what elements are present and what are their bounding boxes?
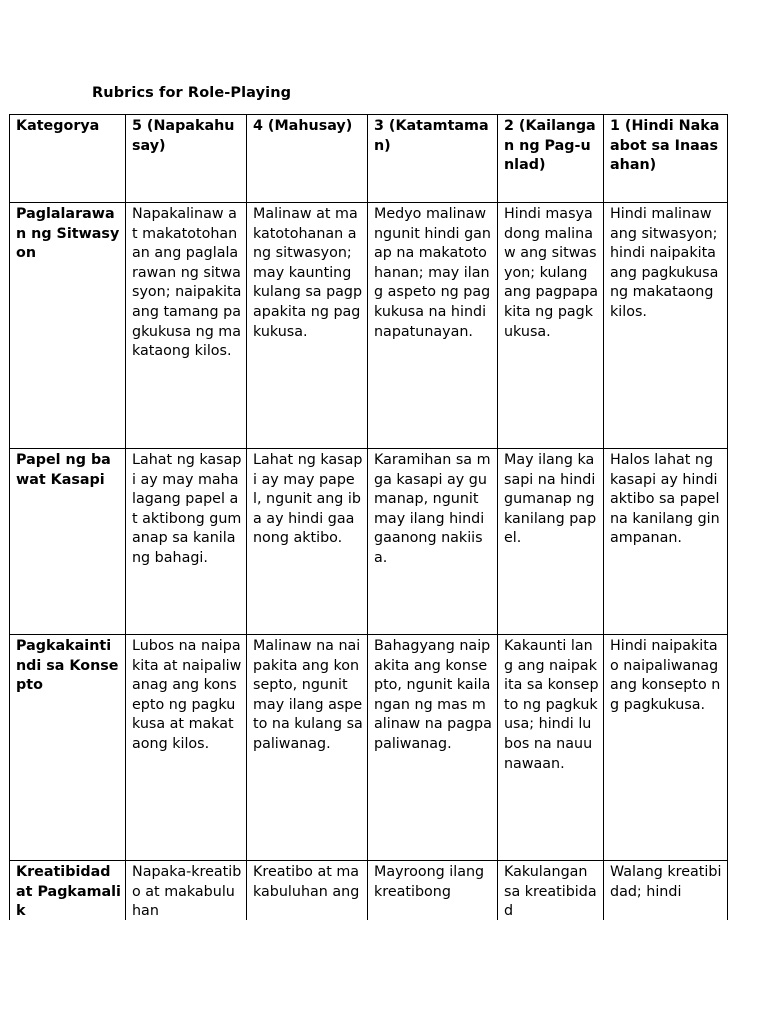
table-row bbox=[10, 203, 728, 449]
rubric-cell: Walang kreatibidad; hindi bbox=[604, 861, 728, 921]
rubric-cell: Hindi malinaw ang sitwasyon; hindi naipakita ang pagkukusa ng makataong kilos. bbox=[604, 203, 728, 449]
rubric-cell: Lahat ng kasapi ay may mahalagang papel at aktibong gumanap sa kanilang bahagi. bbox=[126, 449, 247, 635]
rubric-cell: Medyo malinaw ngunit hindi ganap na makatotohanan; may ilang aspeto ng pagkukusa na hindi napatunayan. bbox=[368, 203, 498, 449]
category-cell: Kreatibidad at Pagkamalik bbox=[10, 861, 126, 921]
header-score-1: 1 (Hindi Nakaabot sa Inaasahan) bbox=[604, 115, 728, 203]
table-row bbox=[10, 449, 728, 635]
rubric-table bbox=[9, 114, 728, 920]
rubric-cell: Napaka-kreatibo at makabuluhan bbox=[126, 861, 247, 921]
document-title: Rubrics for Role-Playing bbox=[92, 85, 292, 101]
header-row bbox=[10, 115, 728, 203]
rubric-cell: Mayroong ilang kreatibong bbox=[368, 861, 498, 921]
table-row bbox=[10, 635, 728, 861]
rubric-cell: Bahagyang naipakita ang konsepto, ngunit kailangan ng mas malinaw na pagpapaliwanag. bbox=[368, 635, 498, 861]
rubric-cell: Hindi naipakita o naipaliwanag ang konsepto ng pagkukusa. bbox=[604, 635, 728, 861]
rubric-cell: Halos lahat ng kasapi ay hindi aktibo sa papel na kanilang ginampanan. bbox=[604, 449, 728, 635]
category-cell: Paglalarawan ng Sitwasyon bbox=[10, 203, 126, 449]
header-score-3: 3 (Katamtaman) bbox=[368, 115, 498, 203]
table-row bbox=[10, 861, 728, 921]
category-cell: Papel ng bawat Kasapi bbox=[10, 449, 126, 635]
category-cell: Pagkakaintindi sa Konsepto bbox=[10, 635, 126, 861]
header-score-2: 2 (Kailangan ng Pag-unlad) bbox=[498, 115, 604, 203]
rubric-cell: Lahat ng kasapi ay may papel, ngunit ang iba ay hindi gaanong aktibo. bbox=[247, 449, 368, 635]
header-score-4: 4 (Mahusay) bbox=[247, 115, 368, 203]
rubric-cell: May ilang kasapi na hindi gumanap ng kanilang papel. bbox=[498, 449, 604, 635]
rubric-cell: Hindi masyadong malinaw ang sitwasyon; kulang ang pagpapakita ng pagkukusa. bbox=[498, 203, 604, 449]
rubric-cell: Kakaunti lang ang naipakita sa konsepto ng pagkukusa; hindi lubos na nauunawaan. bbox=[498, 635, 604, 861]
rubric-cell: Kakulangan sa kreatibidad bbox=[498, 861, 604, 921]
rubric-cell: Kreatibo at makabuluhan ang bbox=[247, 861, 368, 921]
rubric-cell: Malinaw at makatotohanan ang sitwasyon; may kaunting kulang sa pagpapakita ng pagkukusa. bbox=[247, 203, 368, 449]
rubric-cell: Malinaw na naipakita ang konsepto, ngunit may ilang aspeto na kulang sa paliwanag. bbox=[247, 635, 368, 861]
header-score-5: 5 (Napakahusay) bbox=[126, 115, 247, 203]
header-kategorya: Kategorya bbox=[10, 115, 126, 203]
rubric-cell: Karamihan sa mga kasapi ay gumanap, ngunit may ilang hindi gaanong nakiisa. bbox=[368, 449, 498, 635]
rubric-cell: Lubos na naipakita at naipaliwanag ang konsepto ng pagkukusa at makataong kilos. bbox=[126, 635, 247, 861]
rubric-cell: Napakalinaw at makatotohanan ang paglalarawan ng sitwasyon; naipakita ang tamang pagkukusa ng makataong kilos. bbox=[126, 203, 247, 449]
